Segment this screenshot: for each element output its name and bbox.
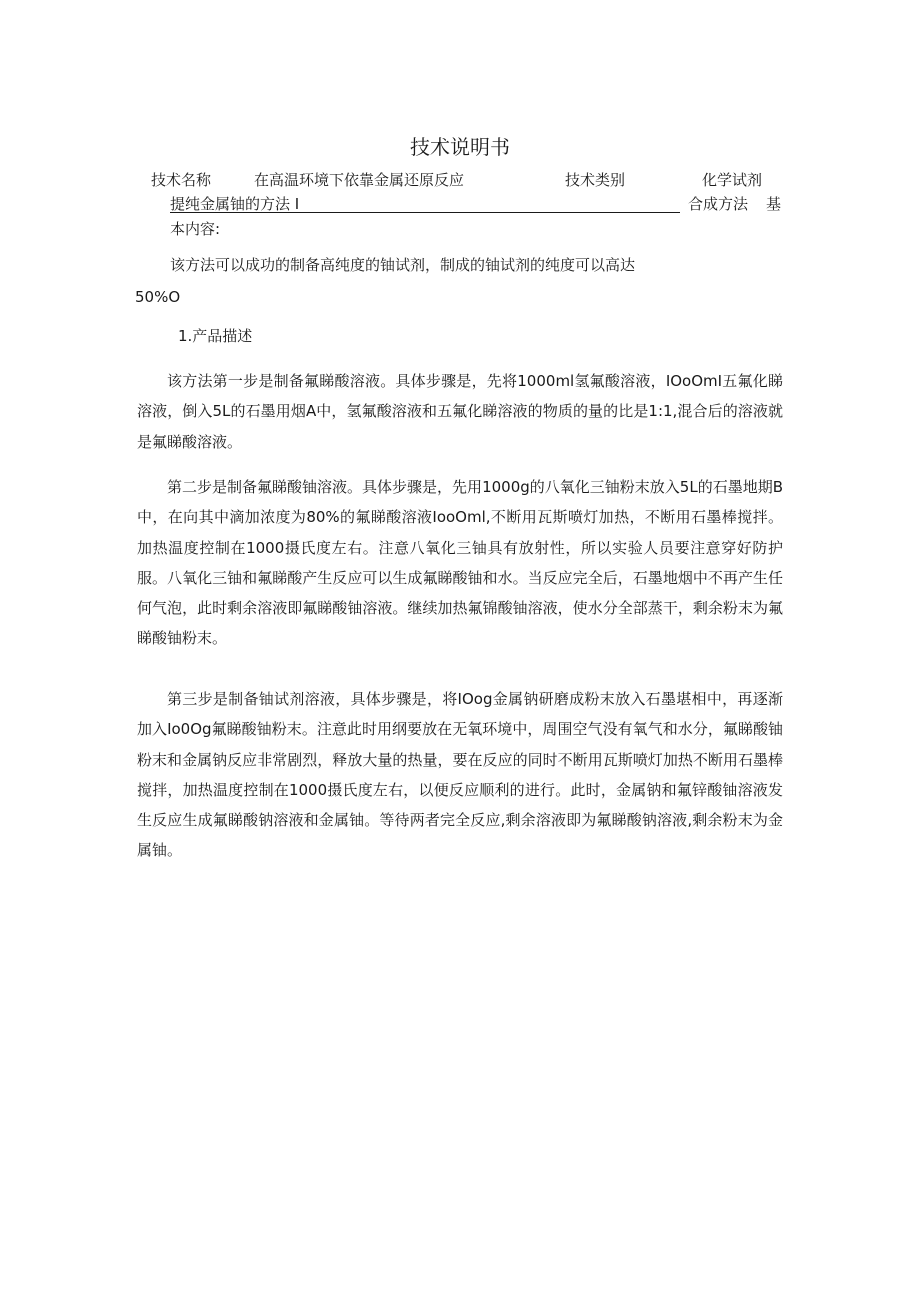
header-underline <box>170 212 680 213</box>
section-heading: 1.产品描述 <box>178 327 253 345</box>
paragraph-step-2: 第二步是制备氟睇酸铀溶液。具体步骤是，先用1000g的八氧化三铀粉末放入5L的石墨地期B中，在向其中滴加浓度为80%的氟睇酸溶液IooOml,不断用瓦斯喷灯加热，不断用石墨棒搅拌。加热温度控制在1000摄氏度左右。注意八氧化三铀具有放射性，所以实验人员要注意穿好防护服。八氧化三铀和氟睇酸产生反应可以生成氟睇酸铀和水。当反应完全后，石墨地烟中不再产生任何气泡，此时剩余溶液即氟睇酸铀溶液。继续加热氟锦酸铀溶液，使水分全部蒸干，剩余粉末为氟睇酸铀粉末。 <box>137 478 783 648</box>
tech-name-value-cont: 提纯金属铀的方法 I <box>170 195 300 213</box>
intro-text: 该方法可以成功的制备高纯度的铀试剂，制成的铀试剂的纯度可以高达 <box>170 256 636 274</box>
tech-name-label: 技术名称 <box>151 171 212 189</box>
tech-name-value: 在高温环境下依靠金属还原反应 <box>254 171 465 189</box>
page-title: 技术说明书 <box>410 135 510 159</box>
tech-type-label: 技术类别 <box>565 171 626 189</box>
tech-type-value-cont: 合成方法 <box>688 195 749 213</box>
paragraph-step-1: 该方法第一步是制备氟睇酸溶液。具体步骤是，先将1000ml氢氟酸溶液，IOoOmI五氟化睇溶液，倒入5L的石墨用烟A中，氢氟酸溶液和五氟化睇溶液的物质的量的比是1:1,混合后的溶液就是氟睇酸溶液。 <box>137 372 783 451</box>
intro-text-cont: 50%O <box>135 288 181 306</box>
paragraph-step-3: 第三步是制备铀试剂溶液，具体步骤是，将IOog金属钠研磨成粉末放入石墨堪相中，再逐渐加入Io0Og氟睇酸铀粉末。注意此时用纲要放在无氧环境中，周围空气没有氧气和水分，氟睇酸铀粉末和金属钠反应非常剧烈，释放大量的热量，要在反应的同时不断用瓦斯喷灯加热不断用石墨棒搅拌，加热温度控制在1000摄氏度左右，以便反应顺利的进行。此时，金属钠和氟锌酸铀溶液发生反应生成氟睇酸钠溶液和金属铀。等待两者完全反应,剩余溶液即为氟睇酸钠溶液,剩余粉末为金属铀。 <box>137 690 783 860</box>
tech-type-value: 化学试剂 <box>702 171 763 189</box>
basis-label-end: 本内容: <box>170 220 221 238</box>
basis-label-start: 基 <box>766 195 782 213</box>
